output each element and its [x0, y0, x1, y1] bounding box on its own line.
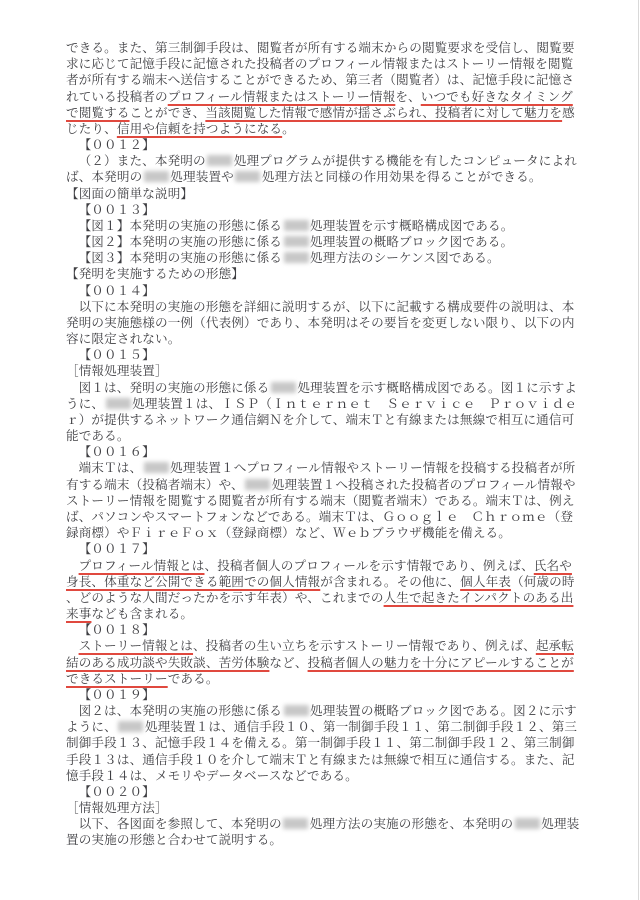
redacted-word	[118, 721, 143, 732]
redacted-word	[284, 236, 309, 247]
text-segment: 処理方法と同様の作用効果を得ることができる。	[261, 170, 542, 185]
text-line	[66, 202, 586, 218]
text-segment: 処理装置１は、ＩＳＰ（Ｉｎｔｅｒｎｅｔ Ｓｅｒｖｉｃｅ Ｐｒｏｖｉｄｅ	[132, 396, 578, 411]
red-underlined-text: 当該閲覧した情報で感情が揺さぶられ、投稿者に対して魅力を	[205, 105, 563, 120]
text-segment: 【００１２】	[78, 138, 155, 153]
text-line	[66, 655, 586, 671]
red-underlined-text: で閲覧する	[66, 105, 130, 120]
text-line	[66, 444, 586, 460]
text-segment: 【００１５】	[78, 348, 155, 363]
text-segment: 有する端末（投稿者端末）や、	[66, 477, 244, 492]
text-segment: 録商標）やＦｉｒｅＦｏｘ（登録商標）など、Ｗｅｂブラウザ機能を備える。	[66, 526, 511, 541]
redacted-word	[283, 818, 308, 829]
text-line	[66, 234, 586, 250]
text-line	[66, 40, 586, 56]
text-segment: 処理装置１は、通信手段１０、第一制御手段１１、第二制御手段１２、第三	[144, 720, 578, 735]
text-segment: ように、	[66, 720, 117, 735]
text-segment: 者が所有する端末へ送信することができるため、第三者（閲覧者）は、記憶手段に記憶さ	[66, 73, 575, 88]
text-line	[66, 250, 586, 266]
text-segment: 処理方法の実施の形態を、本発明の	[309, 817, 514, 832]
text-segment: を、	[395, 89, 421, 104]
text-line	[66, 105, 586, 121]
text-line	[66, 574, 586, 590]
text-line	[66, 347, 586, 363]
text-segment: 処理装置を示す概略構成図である。	[310, 218, 514, 233]
page-right-edge-line	[638, 0, 639, 900]
text-segment: 図１は、発明の実施の形態に係る	[78, 380, 270, 395]
redacted-word	[284, 220, 309, 231]
text-segment: 【図２】本発明の実施の形態に係る	[78, 235, 283, 250]
text-segment: ストーリー情報を閲覧する閲覧者が所有する端末（閲覧者端末）である。端末Ｔは、例え	[66, 493, 575, 508]
text-segment: 端末Ｔは、	[78, 461, 143, 476]
text-segment: ［情報処理方法］	[66, 801, 168, 816]
text-line	[66, 622, 586, 638]
text-segment: 求に応じて記憶手段に記憶された投稿者のプロフィール情報またはストーリー情報を閲覧	[66, 57, 574, 72]
text-line	[66, 396, 586, 412]
text-line	[66, 477, 586, 493]
red-underlined-text: 人生で起きたインパクトのある出	[383, 590, 574, 605]
redacted-word	[235, 171, 260, 182]
text-segment: 【００１７】	[78, 542, 155, 557]
redacted-word	[245, 479, 270, 490]
redacted-word	[515, 818, 540, 829]
red-underlined-text: 起承転	[535, 639, 574, 654]
text-segment: ば、本発明の	[66, 170, 143, 185]
text-segment: 図２は、本発明の実施の形態に係る	[78, 704, 283, 719]
text-line	[66, 299, 586, 315]
text-segment: 処理装置を示す概略構成図である。図１に示すよ	[297, 380, 578, 395]
red-underlined-text: 投稿者個人の魅力を十分にアピールすることが	[307, 655, 574, 670]
text-line	[66, 638, 586, 654]
text-segment: 【図面の簡単な説明】	[66, 186, 194, 201]
red-underlined-text: 身長、体重など公開できる範囲での個人情報	[66, 574, 321, 589]
text-segment: 処理プログラムが提供する機能を有したコンピュータによれ	[233, 154, 577, 169]
text-line	[66, 768, 586, 784]
text-line	[66, 735, 586, 751]
text-segment: 能である。	[66, 429, 130, 444]
text-line	[66, 703, 586, 719]
text-segment: 以下、各図面を参照して、本発明の	[78, 817, 282, 832]
text-segment: 【００１３】	[78, 202, 155, 217]
text-line	[66, 752, 586, 768]
text-segment: が含まれる。その他に、	[320, 574, 461, 589]
text-segment: （２）また、本発明の	[78, 154, 206, 169]
text-line	[66, 590, 586, 606]
text-segment: （何歳の時	[511, 574, 575, 589]
text-segment: 感	[562, 105, 575, 120]
text-segment: ［情報処理装置］	[66, 364, 168, 379]
text-line	[66, 186, 586, 202]
text-line	[66, 380, 586, 396]
redacted-word	[207, 155, 232, 166]
text-segment: 処理方法のシーケンス図である。	[310, 251, 500, 266]
text-segment: 【図１】本発明の実施の形態に係る	[78, 218, 283, 233]
redacted-word	[284, 252, 309, 263]
text-line	[66, 671, 586, 687]
text-segment: 制御手段１３、記憶手段１４を備える。第一制御手段１１、第二制御手段１２、第三制御	[66, 736, 575, 751]
redacted-word	[284, 705, 309, 716]
text-segment: れている投稿者の	[66, 89, 168, 104]
text-segment: 処理装置の概略ブロック図である。図２に示す	[310, 704, 577, 719]
text-line	[66, 719, 586, 735]
text-segment: 。	[282, 121, 295, 136]
red-underlined-text: プロフィール情報とは	[78, 558, 205, 573]
text-line	[66, 72, 586, 88]
text-segment: 【００１９】	[78, 687, 155, 702]
text-segment: 置の実施の形態と合わせて説明する。	[66, 833, 283, 848]
text-segment: 手段１３は、通信手段１０を介して端末Ｔと有線または無線で相互に通信する。また、記	[66, 752, 575, 767]
text-line	[66, 169, 586, 185]
red-underlined-text: 来事	[66, 607, 92, 622]
text-line	[66, 137, 586, 153]
text-segment: ことができ、	[129, 105, 206, 120]
text-line	[66, 266, 586, 282]
red-underlined-text: ストーリー情報とは	[78, 639, 194, 654]
text-segment: ば、パソコンやスマートフォンなどである。端末Ｔは、Ｇｏｏｇｌｅ Ｃｈｒｏｍｅ（登	[66, 509, 574, 524]
text-segment: 、投稿者の生い立ちを示すストーリー情報であり、例えば、	[193, 639, 536, 654]
redacted-word	[144, 171, 169, 182]
text-line	[66, 541, 586, 557]
redacted-word	[144, 462, 169, 473]
text-line	[66, 121, 586, 137]
text-line	[66, 493, 586, 509]
text-segment: 憶手段１４は、メモリやデータベースなどである。	[66, 768, 358, 783]
text-segment: 【００１６】	[78, 445, 155, 460]
text-segment: 処理装置や	[170, 170, 234, 185]
text-line	[66, 687, 586, 703]
text-segment: 処理装置の概略ブロック図である。	[310, 235, 514, 250]
text-segment: じたり、	[66, 121, 117, 136]
text-line	[66, 606, 586, 622]
text-segment: うに、	[66, 396, 105, 411]
text-line	[66, 315, 586, 331]
text-line	[66, 218, 586, 234]
red-underlined-text: 結のある成功談や失敗談、苦労体験	[66, 655, 270, 670]
redacted-word	[271, 382, 296, 393]
text-segment: 【００１４】	[78, 283, 155, 298]
text-segment: 処理装	[541, 817, 580, 832]
red-underlined-text: 信用や信頼を持つようになる	[116, 121, 283, 136]
text-line	[66, 331, 586, 347]
text-segment: 、どのような人間だったかを示す年表）や、これまでの	[66, 590, 384, 605]
text-segment: である。	[167, 671, 219, 686]
text-segment: 【発明を実施するための形態】	[66, 267, 244, 282]
text-line	[66, 460, 586, 476]
text-line	[66, 816, 586, 832]
text-segment: できる。また、第三制御手段は、閲覧者が所有する端末からの閲覧要求を受信し、閲覧要	[66, 41, 575, 55]
text-line	[66, 56, 586, 72]
text-segment: 処理装置１へプロフィール情報やストーリー情報を投稿する投稿者が所	[170, 461, 576, 476]
red-underlined-text: 氏名や	[533, 558, 572, 573]
text-line	[66, 283, 586, 299]
text-segment: など、	[269, 655, 308, 670]
text-line	[66, 784, 586, 800]
patent-document-page	[66, 40, 586, 849]
text-segment: 発明の実施態様の一例（代表例）であり、本発明はその要旨を変更しない限り、以下の内	[66, 315, 575, 330]
text-line	[66, 412, 586, 428]
text-segment: 【００１８】	[78, 623, 155, 638]
text-line	[66, 525, 586, 541]
red-underlined-text: プロフィール情報またはストーリー情報	[167, 89, 396, 104]
text-segment: なども含まれる。	[91, 607, 194, 622]
text-line	[66, 153, 586, 169]
redacted-word	[106, 398, 131, 409]
text-segment: 以下に本発明の実施の形態を詳細に説明するが、以下に記載する構成要件の説明は、本	[78, 299, 575, 314]
text-line	[66, 89, 586, 105]
red-underlined-text: できるストーリー	[66, 671, 168, 686]
text-line	[66, 832, 586, 848]
text-segment: 、投稿者個人のプロフィールを示す情報であり、例えば、	[204, 558, 534, 573]
text-line	[66, 800, 586, 816]
text-segment: 容に限定されない。	[66, 332, 181, 347]
text-segment: 【００２０】	[78, 784, 155, 799]
text-segment: 【図３】本発明の実施の形態に係る	[78, 251, 283, 266]
red-underlined-text: いつでも好きなタイミング	[420, 89, 573, 104]
text-line	[66, 509, 586, 525]
text-line	[66, 363, 586, 379]
text-segment: ｒ）が提供するネットワーク通信網Ｎを介して、端末Ｔと有線または無線で相互に通信可	[66, 412, 575, 427]
red-underlined-text: 個人年表	[460, 574, 511, 589]
text-line	[66, 428, 586, 444]
text-segment: 処理装置１へ投稿された投稿者のプロフィール情報や	[271, 477, 576, 492]
text-line	[66, 558, 586, 574]
